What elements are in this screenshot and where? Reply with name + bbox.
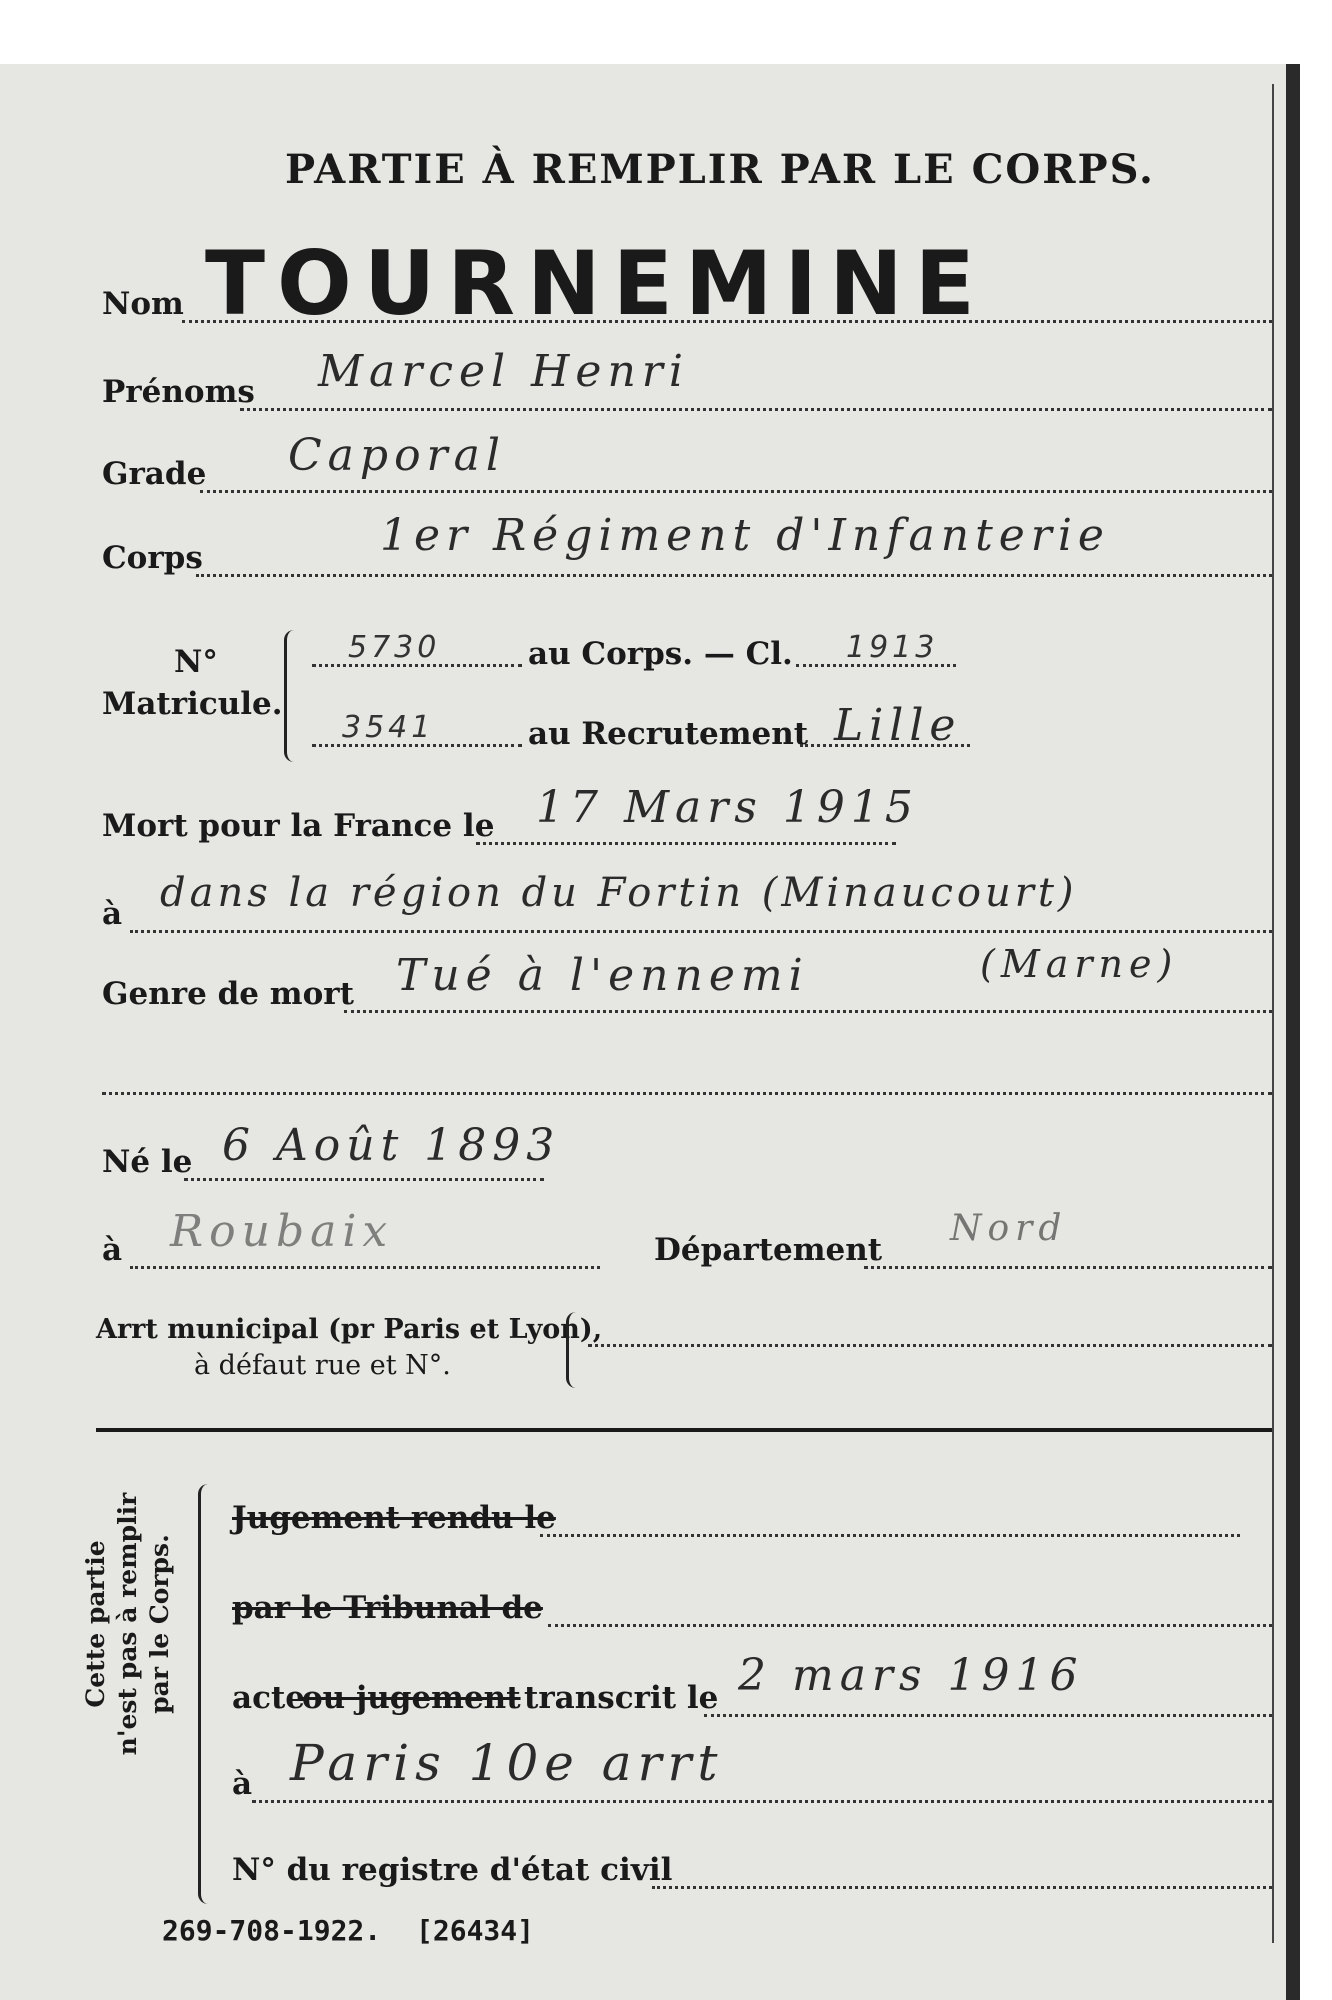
lower-brace [198, 1484, 215, 1904]
arr-brace [566, 1312, 581, 1388]
departement-line [864, 1266, 1272, 1269]
surname-value: TOURNEMINE [205, 232, 987, 335]
side-note-line-2: n'est pas à remplir [113, 1492, 142, 1756]
genre-label: Genre de mort [102, 976, 354, 1012]
recrutement-value: Lille [834, 700, 962, 751]
a-label: à [232, 1766, 253, 1802]
corps-line [196, 574, 1272, 577]
transcrit-line [704, 1714, 1272, 1717]
arr-label-1: Arrt municipal (pr Paris et Lyon), [96, 1314, 603, 1345]
corps-value: 1er Régiment d'Infanterie [380, 510, 1110, 561]
numero-label: N° [174, 644, 218, 680]
print-code: 269-708-1922. [162, 1914, 382, 1947]
departement-label: Département [654, 1232, 883, 1268]
section-divider [96, 1428, 1272, 1432]
ne-lieu-line [130, 1266, 600, 1269]
prenoms-value: Marcel Henri [318, 346, 689, 397]
au-corps-label: au Corps. — Cl. [528, 636, 793, 672]
classe-value: 1913 [846, 630, 939, 665]
grade-label: Grade [102, 456, 207, 492]
corps-label: Corps [102, 540, 203, 576]
ne-date: 6 Août 1893 [222, 1120, 561, 1171]
ne-lieu-prefix: à [102, 1232, 123, 1268]
matricule-brace [284, 630, 301, 762]
border-line [1272, 84, 1274, 1943]
tribunal-label: par le Tribunal de [232, 1590, 543, 1626]
mort-label: Mort pour la France le [102, 808, 495, 844]
genre-value: Tué à l'ennemi [396, 950, 809, 1001]
lieu-departement: (Marne) [980, 942, 1179, 986]
acte-label: acte [232, 1680, 306, 1716]
arr-line [588, 1344, 1272, 1347]
form-title: PARTIE À REMPLIR PAR LE CORPS. [285, 146, 1155, 193]
side-note-line-1: Cette partie [81, 1540, 110, 1708]
extra-line [102, 1092, 1272, 1095]
lieu-line [130, 930, 1272, 933]
mort-date-line [476, 842, 896, 845]
prenoms-label: Prénoms [102, 374, 255, 410]
nom-label: Nom [102, 286, 184, 322]
corps-number: 5730 [348, 630, 441, 665]
ou-jugement-label: ou jugement [302, 1680, 521, 1716]
a-value: Paris 10e arrt [290, 1734, 724, 1792]
lieu-value: dans la région du Fortin (Minaucourt) [160, 870, 1078, 916]
card-edge [1286, 64, 1300, 2000]
side-note-line-3: par le Corps. [145, 1534, 174, 1714]
jugement-line [540, 1534, 1240, 1537]
side-note [80, 1484, 176, 1764]
lieu-prefix: à [102, 896, 123, 932]
departement-value: Nord [950, 1208, 1068, 1249]
transcrit-value: 2 mars 1916 [738, 1650, 1084, 1701]
a-line [252, 1800, 1272, 1803]
prenoms-line [240, 408, 1272, 411]
genre-line [344, 1010, 1272, 1013]
recrutement-label: au Recrutement [528, 716, 809, 752]
mort-date: 17 Mars 1915 [536, 782, 919, 833]
transcrit-label: transcrit le [524, 1680, 719, 1716]
jugement-label: Jugement rendu le [232, 1500, 556, 1536]
matricule-label: Matricule. [102, 686, 283, 722]
registre-label: N° du registre d'état civil [232, 1852, 673, 1888]
recrutement-number: 3541 [342, 710, 435, 745]
grade-line [200, 490, 1272, 493]
ne-lieu-value: Roubaix [170, 1206, 394, 1257]
grade-value: Caporal [288, 430, 506, 481]
ne-label: Né le [102, 1144, 193, 1180]
tribunal-line [548, 1624, 1272, 1627]
ne-date-line [184, 1178, 544, 1181]
registre-line [652, 1886, 1272, 1889]
print-ref: [26434] [416, 1914, 535, 1947]
arr-label-2: à défaut rue et N°. [194, 1350, 451, 1381]
death-record-card [0, 64, 1300, 2000]
